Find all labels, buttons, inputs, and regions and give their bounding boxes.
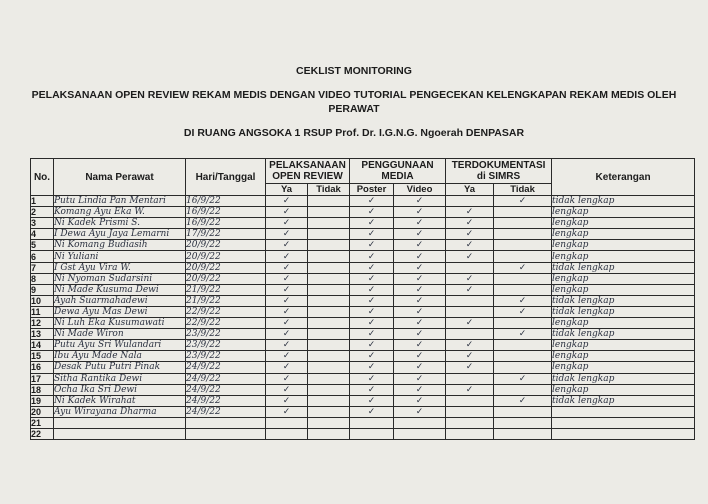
check-poster: ✓: [350, 262, 394, 273]
col-nama: Nama Perawat: [54, 159, 186, 196]
check-video: ✓: [394, 362, 446, 373]
col-pelaksanaan: PELAKSANAAN OPEN REVIEW: [266, 159, 350, 184]
check-poster: ✓: [350, 240, 394, 251]
row-number: 16: [31, 362, 54, 373]
keterangan-note: tidak lengkap: [552, 373, 695, 384]
row-date: 16/9/22: [186, 218, 266, 229]
col-hari: Hari/Tanggal: [186, 159, 266, 196]
row-date: 24/9/22: [186, 384, 266, 395]
check-doc-ya: ✓: [446, 384, 494, 395]
col-keterangan: Keterangan: [552, 159, 695, 196]
row-number: 14: [31, 340, 54, 351]
table-row: [31, 262, 695, 273]
check-or-tidak: [308, 306, 350, 317]
check-or-ya: ✓: [266, 340, 308, 351]
col-no: No.: [31, 159, 54, 196]
check-or-tidak: [308, 295, 350, 306]
keterangan-note: [552, 428, 695, 439]
check-doc-tidak: ✓: [494, 196, 552, 207]
table-row: [31, 318, 695, 329]
check-doc-tidak: [494, 340, 552, 351]
keterangan-note: tidak lengkap: [552, 395, 695, 406]
check-doc-tidak: ✓: [494, 373, 552, 384]
doc-location: DI RUANG ANGSOKA 1 RSUP Prof. Dr. I.G.N.G. Ngoerah DENPASAR: [183, 127, 525, 139]
keterangan-note: tidak lengkap: [552, 295, 695, 306]
row-number: 8: [31, 273, 54, 284]
check-doc-ya: [446, 329, 494, 340]
row-date: 24/9/22: [186, 373, 266, 384]
check-or-ya: [266, 428, 308, 439]
check-or-tidak: [308, 229, 350, 240]
sub-poster: Poster: [350, 184, 394, 196]
check-doc-tidak: [494, 417, 552, 428]
row-date: 23/9/22: [186, 351, 266, 362]
nurse-name: Ni Yuliani: [54, 251, 186, 262]
row-number: 17: [31, 373, 54, 384]
check-video: ✓: [394, 229, 446, 240]
check-video: ✓: [394, 340, 446, 351]
check-video: ✓: [394, 284, 446, 295]
check-doc-tidak: [494, 318, 552, 329]
keterangan-note: tidak lengkap: [552, 262, 695, 273]
nurse-name: Ni Kadek Prismi S.: [54, 218, 186, 229]
check-or-tidak: [308, 273, 350, 284]
nurse-name: Putu Ayu Sri Wulandari: [54, 340, 186, 351]
nurse-name: Putu Lindia Pan Mentari: [54, 196, 186, 207]
row-date: 24/9/22: [186, 362, 266, 373]
check-video: ✓: [394, 395, 446, 406]
check-doc-tidak: [494, 218, 552, 229]
row-date: 24/9/22: [186, 395, 266, 406]
row-date: 16/9/22: [186, 196, 266, 207]
check-doc-tidak: [494, 207, 552, 218]
keterangan-note: lengkap: [552, 207, 695, 218]
check-doc-ya: ✓: [446, 273, 494, 284]
keterangan-note: lengkap: [552, 340, 695, 351]
table-row: [31, 351, 695, 362]
row-number: 18: [31, 384, 54, 395]
keterangan-note: [552, 417, 695, 428]
nurse-name: Ayah Suarmahadewi: [54, 295, 186, 306]
nurse-name: Ni Made Wiron: [54, 329, 186, 340]
check-or-ya: ✓: [266, 251, 308, 262]
check-video: [394, 417, 446, 428]
row-date: 23/9/22: [186, 329, 266, 340]
check-video: ✓: [394, 351, 446, 362]
nurse-name: Dewa Ayu Mas Dewi: [54, 306, 186, 317]
check-doc-ya: [446, 406, 494, 417]
check-or-tidak: [308, 362, 350, 373]
check-doc-ya: [446, 395, 494, 406]
check-doc-ya: ✓: [446, 318, 494, 329]
check-or-ya: ✓: [266, 318, 308, 329]
check-video: ✓: [394, 207, 446, 218]
check-or-ya: ✓: [266, 284, 308, 295]
check-or-ya: ✓: [266, 351, 308, 362]
nurse-name: Ni Luh Eka Kusumawati: [54, 318, 186, 329]
table-row: [31, 196, 695, 207]
keterangan-note: lengkap: [552, 284, 695, 295]
row-number: 10: [31, 295, 54, 306]
keterangan-note: lengkap: [552, 318, 695, 329]
table-row: [31, 340, 695, 351]
nurse-name: [54, 417, 186, 428]
check-poster: [350, 417, 394, 428]
document-header: [0, 64, 708, 140]
table-row: [31, 362, 695, 373]
check-video: [394, 428, 446, 439]
sub-tidak-doc: Tidak: [494, 184, 552, 196]
check-poster: ✓: [350, 251, 394, 262]
check-or-ya: ✓: [266, 306, 308, 317]
check-doc-tidak: [494, 406, 552, 417]
row-date: 21/9/22: [186, 284, 266, 295]
row-date: 20/9/22: [186, 240, 266, 251]
check-doc-ya: [446, 262, 494, 273]
table-row: [31, 284, 695, 295]
check-video: ✓: [394, 251, 446, 262]
table-row: [31, 395, 695, 406]
check-or-ya: ✓: [266, 240, 308, 251]
check-poster: [350, 428, 394, 439]
row-date: 24/9/22: [186, 406, 266, 417]
check-doc-ya: ✓: [446, 229, 494, 240]
check-video: ✓: [394, 295, 446, 306]
keterangan-note: [552, 406, 695, 417]
check-doc-ya: [446, 373, 494, 384]
check-poster: ✓: [350, 373, 394, 384]
row-date: 20/9/22: [186, 273, 266, 284]
nurse-name: Ocha Ika Sri Dewi: [54, 384, 186, 395]
check-doc-tidak: [494, 229, 552, 240]
row-number: 19: [31, 395, 54, 406]
keterangan-note: lengkap: [552, 229, 695, 240]
nurse-name: [54, 428, 186, 439]
nurse-name: Komang Ayu Eka W.: [54, 207, 186, 218]
table-row: [31, 306, 695, 317]
check-doc-tidak: ✓: [494, 295, 552, 306]
sub-tidak: Tidak: [308, 184, 350, 196]
row-number: 6: [31, 251, 54, 262]
check-or-tidak: [308, 395, 350, 406]
table-row: [31, 428, 695, 439]
keterangan-note: tidak lengkap: [552, 306, 695, 317]
check-doc-ya: [446, 295, 494, 306]
check-doc-ya: ✓: [446, 362, 494, 373]
check-doc-tidak: [494, 284, 552, 295]
check-poster: ✓: [350, 329, 394, 340]
check-poster: ✓: [350, 207, 394, 218]
check-doc-tidak: [494, 351, 552, 362]
check-or-ya: ✓: [266, 295, 308, 306]
check-doc-ya: [446, 428, 494, 439]
table-row: [31, 229, 695, 240]
check-or-tidak: [308, 240, 350, 251]
check-poster: ✓: [350, 406, 394, 417]
check-or-tidak: [308, 318, 350, 329]
check-video: ✓: [394, 196, 446, 207]
check-or-tidak: [308, 428, 350, 439]
keterangan-note: tidak lengkap: [552, 329, 695, 340]
row-number: 4: [31, 229, 54, 240]
check-video: ✓: [394, 240, 446, 251]
nurse-name: I Dewa Ayu Jaya Lemarni: [54, 229, 186, 240]
check-poster: ✓: [350, 395, 394, 406]
check-or-tidak: [308, 384, 350, 395]
check-or-tidak: [308, 340, 350, 351]
nurse-name: Ni Nyoman Sudarsini: [54, 273, 186, 284]
nurse-name: Ni Komang Budiasih: [54, 240, 186, 251]
table-row: [31, 295, 695, 306]
row-date: 23/9/22: [186, 340, 266, 351]
sub-video: Video: [394, 184, 446, 196]
check-doc-tidak: ✓: [494, 395, 552, 406]
table-row: [31, 406, 695, 417]
check-or-ya: ✓: [266, 273, 308, 284]
check-doc-tidak: [494, 251, 552, 262]
row-number: 20: [31, 406, 54, 417]
check-doc-tidak: [494, 362, 552, 373]
check-poster: ✓: [350, 218, 394, 229]
row-number: 9: [31, 284, 54, 295]
table-row: [31, 207, 695, 218]
check-doc-ya: ✓: [446, 351, 494, 362]
check-video: ✓: [394, 406, 446, 417]
check-doc-ya: ✓: [446, 207, 494, 218]
check-or-tidak: [308, 351, 350, 362]
keterangan-note: lengkap: [552, 362, 695, 373]
check-video: ✓: [394, 318, 446, 329]
check-or-ya: ✓: [266, 329, 308, 340]
keterangan-note: lengkap: [552, 251, 695, 262]
doc-title: CEKLIST MONITORING: [296, 65, 412, 77]
check-poster: ✓: [350, 384, 394, 395]
row-date: [186, 428, 266, 439]
row-number: 7: [31, 262, 54, 273]
row-number: 12: [31, 318, 54, 329]
check-video: ✓: [394, 329, 446, 340]
monitoring-table: [30, 158, 695, 440]
check-doc-ya: [446, 417, 494, 428]
check-doc-ya: ✓: [446, 240, 494, 251]
check-or-ya: ✓: [266, 218, 308, 229]
check-poster: ✓: [350, 229, 394, 240]
check-or-ya: ✓: [266, 362, 308, 373]
keterangan-note: lengkap: [552, 351, 695, 362]
check-doc-tidak: [494, 273, 552, 284]
check-or-tidak: [308, 329, 350, 340]
check-doc-ya: [446, 196, 494, 207]
row-date: 20/9/22: [186, 262, 266, 273]
col-penggunaan: PENGGUNAAN MEDIA: [350, 159, 446, 184]
row-date: 17/9/22: [186, 229, 266, 240]
check-poster: ✓: [350, 273, 394, 284]
check-video: ✓: [394, 373, 446, 384]
row-date: [186, 417, 266, 428]
sub-ya: Ya: [266, 184, 308, 196]
check-poster: ✓: [350, 362, 394, 373]
row-number: 5: [31, 240, 54, 251]
check-or-tidak: [308, 207, 350, 218]
check-doc-tidak: ✓: [494, 262, 552, 273]
col-terdokumentasi: TERDOKUMENTASI di SIMRS: [446, 159, 552, 184]
doc-subtitle: PELAKSANAAN OPEN REVIEW REKAM MEDIS DENGAN VIDEO TUTORIAL PENGECEKAN KELENGKAPAN REKAM MEDIS OLEH: [31, 89, 677, 101]
keterangan-note: lengkap: [552, 240, 695, 251]
row-date: 20/9/22: [186, 251, 266, 262]
row-number: 11: [31, 306, 54, 317]
row-number: 1: [31, 196, 54, 207]
check-poster: ✓: [350, 340, 394, 351]
check-or-ya: ✓: [266, 262, 308, 273]
check-poster: ✓: [350, 295, 394, 306]
table-row: [31, 329, 695, 340]
check-poster: ✓: [350, 318, 394, 329]
table-row: [31, 373, 695, 384]
check-or-tidak: [308, 196, 350, 207]
row-number: 13: [31, 329, 54, 340]
row-date: 22/9/22: [186, 306, 266, 317]
check-video: ✓: [394, 384, 446, 395]
check-doc-ya: ✓: [446, 284, 494, 295]
check-or-ya: ✓: [266, 395, 308, 406]
keterangan-note: tidak lengkap: [552, 196, 695, 207]
check-doc-ya: ✓: [446, 251, 494, 262]
check-or-ya: ✓: [266, 229, 308, 240]
check-video: ✓: [394, 273, 446, 284]
row-date: 22/9/22: [186, 318, 266, 329]
check-doc-tidak: [494, 428, 552, 439]
check-or-ya: ✓: [266, 196, 308, 207]
check-doc-tidak: ✓: [494, 329, 552, 340]
check-or-tidak: [308, 417, 350, 428]
nurse-name: Ibu Ayu Made Nala: [54, 351, 186, 362]
row-date: 16/9/22: [186, 207, 266, 218]
table-row: [31, 218, 695, 229]
check-or-tidak: [308, 218, 350, 229]
sub-ya-doc: Ya: [446, 184, 494, 196]
check-doc-tidak: [494, 384, 552, 395]
check-poster: ✓: [350, 306, 394, 317]
nurse-name: I Gst Ayu Vira W.: [54, 262, 186, 273]
row-date: 21/9/22: [186, 295, 266, 306]
check-or-ya: ✓: [266, 207, 308, 218]
check-video: ✓: [394, 306, 446, 317]
nurse-name: Ni Kadek Wirahat: [54, 395, 186, 406]
check-or-tidak: [308, 251, 350, 262]
check-video: ✓: [394, 262, 446, 273]
row-number: 2: [31, 207, 54, 218]
nurse-name: Desak Putu Putri Pinak: [54, 362, 186, 373]
nurse-name: Ni Made Kusuma Dewi: [54, 284, 186, 295]
table-row: [31, 251, 695, 262]
nurse-name: Ayu Wirayana Dharma: [54, 406, 186, 417]
keterangan-note: lengkap: [552, 218, 695, 229]
check-or-ya: ✓: [266, 406, 308, 417]
table-row: [31, 273, 695, 284]
keterangan-note: lengkap: [552, 384, 695, 395]
header-row: [31, 159, 695, 184]
check-poster: ✓: [350, 284, 394, 295]
check-or-tidak: [308, 373, 350, 384]
check-doc-tidak: [494, 240, 552, 251]
nurse-name: Sitha Rantika Dewi: [54, 373, 186, 384]
check-doc-ya: [446, 306, 494, 317]
check-doc-tidak: ✓: [494, 306, 552, 317]
table-row: [31, 384, 695, 395]
check-or-ya: ✓: [266, 384, 308, 395]
doc-subtitle-cont: PERAWAT: [328, 103, 380, 115]
check-or-tidak: [308, 262, 350, 273]
check-poster: ✓: [350, 196, 394, 207]
check-or-ya: [266, 417, 308, 428]
check-poster: ✓: [350, 351, 394, 362]
row-number: 15: [31, 351, 54, 362]
table-row: [31, 417, 695, 428]
check-doc-ya: ✓: [446, 340, 494, 351]
check-doc-ya: ✓: [446, 218, 494, 229]
table-body: [31, 196, 695, 440]
row-number: 3: [31, 218, 54, 229]
check-or-tidak: [308, 406, 350, 417]
check-or-tidak: [308, 284, 350, 295]
check-video: ✓: [394, 218, 446, 229]
table-row: [31, 240, 695, 251]
keterangan-note: lengkap: [552, 273, 695, 284]
row-number: 22: [31, 428, 54, 439]
check-or-ya: ✓: [266, 373, 308, 384]
row-number: 21: [31, 417, 54, 428]
